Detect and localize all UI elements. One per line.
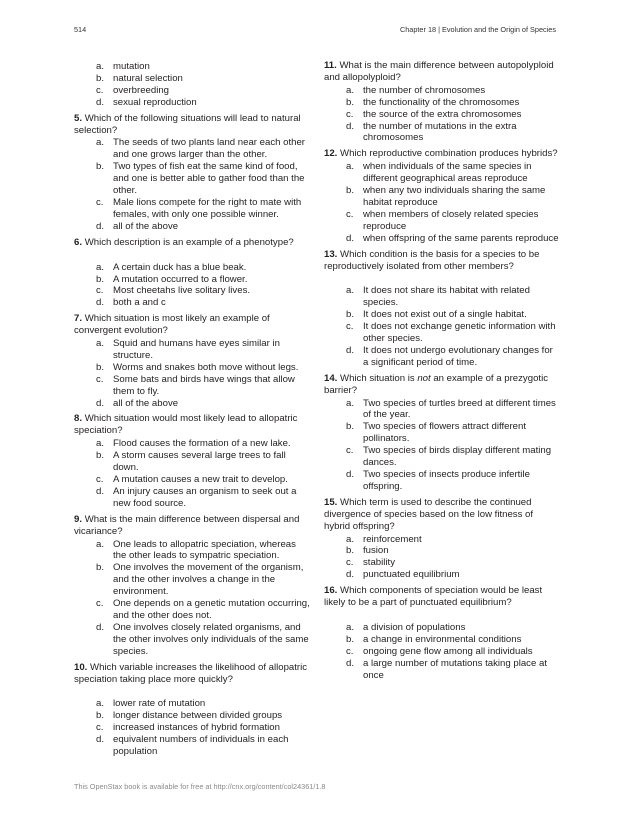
question-body: What is the main difference between dispersal and vicariance? <box>74 513 300 537</box>
option-text: A certain duck has a blue beak. <box>113 261 247 273</box>
answer-option <box>74 362 310 374</box>
option-text: It does not exchange genetic information with other species. <box>363 321 556 345</box>
option-letter: c. <box>346 557 354 569</box>
option-text: The seeds of two plants land near each other and one grows larger than the other. <box>113 137 305 161</box>
option-text: Two species of flowers attract different pollinators. <box>363 421 526 445</box>
answer-option <box>74 734 310 758</box>
answer-option <box>324 569 560 581</box>
option-letter: b. <box>96 273 105 285</box>
question-text <box>324 60 560 84</box>
answer-option <box>324 185 560 209</box>
footer-source-note: This OpenStax book is available for free at http://cnx.org/content/col24361/1.8 <box>74 782 326 791</box>
option-text: sexual reproduction <box>113 96 197 108</box>
answer-options <box>74 539 310 658</box>
option-letter: d. <box>346 657 355 669</box>
question-number: 13. <box>324 248 338 260</box>
question-number: 10. <box>74 661 88 673</box>
answer-option <box>324 109 560 121</box>
option-letter: b. <box>96 161 105 173</box>
question-number: 7. <box>74 313 83 325</box>
question-item <box>324 60 560 144</box>
answer-options <box>324 398 560 493</box>
answer-option <box>74 262 310 274</box>
answer-option <box>74 374 310 398</box>
question-item <box>74 237 310 310</box>
option-letter: b. <box>346 633 355 645</box>
answer-option <box>324 445 560 469</box>
option-letter: a. <box>346 161 355 173</box>
answer-option <box>74 438 310 450</box>
answer-options <box>74 698 310 758</box>
option-text: One involves the movement of the organism, and the other involves a change in the environment. <box>113 562 304 598</box>
answer-option <box>74 97 310 109</box>
question-text-part: Which situation is <box>340 372 418 384</box>
option-letter: c. <box>346 645 354 657</box>
option-text: One involves closely related organisms, and the other involves only individuals of the same species. <box>113 621 309 657</box>
answer-options <box>74 137 310 232</box>
option-text: stability <box>363 557 395 569</box>
question-text <box>74 413 310 437</box>
option-text: the functionality of the chromosomes <box>363 96 520 108</box>
option-text: A mutation causes a new trait to develop. <box>113 474 288 485</box>
option-text: ongoing gene flow among all individuals <box>363 645 533 657</box>
question-text <box>74 113 310 137</box>
question-text <box>324 373 560 397</box>
question-item <box>74 113 310 233</box>
option-text: punctuated equilibrium <box>363 569 460 581</box>
answer-options <box>74 262 310 310</box>
question-item <box>74 662 310 758</box>
option-letter: b. <box>96 562 105 574</box>
option-text: all of the above <box>113 397 179 409</box>
answer-option <box>74 539 310 563</box>
question-body: What is the main difference between autopolyploid and allopolyploid? <box>324 60 554 83</box>
option-letter: c. <box>96 285 104 297</box>
option-letter: d. <box>96 485 105 497</box>
option-text: Most cheetahs live solitary lives. <box>113 285 251 297</box>
answer-option <box>324 421 560 445</box>
option-letter: d. <box>96 621 105 633</box>
option-letter: b. <box>96 450 105 462</box>
option-letter: c. <box>96 722 104 734</box>
answer-option <box>324 85 560 97</box>
option-letter: c. <box>346 108 354 120</box>
answer-option <box>74 221 310 233</box>
option-letter: b. <box>96 361 105 373</box>
option-letter: b. <box>96 72 105 84</box>
question-number: 6. <box>74 236 83 248</box>
option-letter: c. <box>96 373 104 385</box>
question-text <box>324 148 560 160</box>
option-letter: a. <box>346 84 355 96</box>
answer-option <box>324 658 560 682</box>
option-text: mutation <box>113 61 150 72</box>
option-letter: a. <box>96 338 105 350</box>
option-letter: a. <box>96 61 105 72</box>
left-column <box>74 60 310 762</box>
question-number: 16. <box>324 585 338 597</box>
option-letter: b. <box>346 185 355 197</box>
question-number: 9. <box>74 513 83 525</box>
option-text: when members of closely related species reproduce <box>363 208 539 232</box>
answer-option <box>324 345 560 369</box>
answer-option <box>74 486 310 510</box>
question-body: Which situation is most likely an example of convergent evolution? <box>74 313 270 337</box>
answer-option <box>74 161 310 197</box>
answer-option <box>74 85 310 97</box>
option-text: the number of chromosomes <box>363 84 486 96</box>
option-letter: a. <box>96 261 105 273</box>
answer-option <box>74 698 310 710</box>
question-text-part: an example of a prezygotic barrier? <box>324 372 548 396</box>
option-text: both a and c <box>113 297 166 309</box>
option-letter: a. <box>96 538 105 550</box>
option-text: a large number of mutations taking place at once <box>363 657 547 681</box>
question-item <box>324 497 560 581</box>
option-text: It does not exist out of a single habitat. <box>363 309 527 321</box>
answer-option <box>324 557 560 569</box>
option-text: a change in environmental conditions <box>363 633 522 645</box>
answer-option <box>324 634 560 646</box>
question-number: 8. <box>74 413 83 425</box>
answer-option <box>324 209 560 233</box>
option-letter: a. <box>346 621 355 633</box>
answer-option <box>74 622 310 658</box>
answer-option <box>324 309 560 321</box>
answer-option <box>74 297 310 309</box>
question-body: Which description is an example of a phenotype? <box>84 236 294 248</box>
option-letter: b. <box>346 96 355 108</box>
option-text: A storm causes several large trees to fall down. <box>113 450 286 474</box>
option-letter: d. <box>346 120 355 132</box>
answer-option <box>74 562 310 598</box>
answer-option <box>74 338 310 362</box>
answer-option <box>74 474 310 486</box>
answer-option <box>324 321 560 345</box>
question-number: 12. <box>324 148 338 160</box>
option-text: natural selection <box>113 72 183 84</box>
option-letter: a. <box>96 438 105 450</box>
option-letter: b. <box>346 309 355 321</box>
answer-options <box>324 534 560 582</box>
answer-option <box>74 450 310 474</box>
answer-option <box>74 197 310 221</box>
answer-options <box>324 622 560 682</box>
option-text: It does not undergo evolutionary changes for a significant period of time. <box>363 344 553 368</box>
question-body: Which condition is the basis for a species to be reproductively isolated from other members? <box>324 248 540 272</box>
question-text <box>74 237 310 249</box>
option-text: the number of mutations in the extra chromosomes <box>363 120 517 144</box>
option-text: all of the above <box>113 220 179 232</box>
answer-option <box>324 534 560 546</box>
question-item <box>74 313 310 409</box>
option-letter: a. <box>346 533 355 545</box>
question-item <box>324 585 560 681</box>
option-text: One depends on a genetic mutation occurring, and the other does not. <box>113 598 310 621</box>
question-continued <box>74 61 310 109</box>
question-body: Which variable increases the likelihood of allopatric speciation taking place more quickly? <box>74 661 308 685</box>
option-letter: b. <box>346 545 355 557</box>
option-letter: c. <box>96 474 104 485</box>
option-text: when individuals of the same species in different geographical areas reproduce <box>363 161 532 185</box>
question-text <box>74 313 310 337</box>
answer-option <box>324 233 560 245</box>
option-text: increased instances of hybrid formation <box>113 722 280 734</box>
answer-option <box>74 710 310 722</box>
option-letter: a. <box>96 137 105 149</box>
option-letter: c. <box>96 598 104 610</box>
answer-option <box>324 97 560 109</box>
answer-option <box>74 722 310 734</box>
answer-option <box>324 285 560 309</box>
answer-options <box>74 438 310 509</box>
option-text: One leads to allopatric speciation, whereas the other leads to sympatric speciation. <box>113 538 296 562</box>
question-text <box>324 585 560 609</box>
option-text: A mutation occurred to a flower. <box>113 273 248 285</box>
option-letter: a. <box>96 698 105 710</box>
question-body: Which situation would most likely lead to allopatric speciation? <box>74 413 298 437</box>
option-letter: d. <box>346 344 355 356</box>
option-text: It does not share its habitat with related species. <box>363 285 530 309</box>
answer-options <box>324 285 560 368</box>
option-letter: c. <box>96 84 104 96</box>
answer-option <box>74 398 310 410</box>
option-text: longer distance between divided groups <box>113 710 283 722</box>
option-letter: b. <box>96 710 105 722</box>
option-letter: d. <box>96 734 105 746</box>
answer-option <box>74 61 310 73</box>
question-number: 11. <box>324 60 337 71</box>
question-emphasis: not <box>417 372 431 384</box>
question-number: 5. <box>74 112 83 124</box>
option-letter: d. <box>346 469 355 480</box>
answer-options <box>324 161 560 244</box>
answer-option <box>74 274 310 286</box>
option-letter: c. <box>346 445 354 457</box>
question-body: Which reproductive combination produces hybrids? <box>340 148 558 160</box>
chapter-header: Chapter 18 | Evolution and the Origin of Species <box>399 25 556 34</box>
question-text <box>324 249 560 273</box>
option-text: Worms and snakes both move without legs. <box>113 361 299 373</box>
option-text: An injury causes an organism to seek out a new food source. <box>113 485 297 509</box>
question-text <box>74 662 310 686</box>
option-letter: b. <box>346 421 355 433</box>
question-text <box>74 514 310 538</box>
question-body: Which of the following situations will lead to natural selection? <box>74 112 301 136</box>
answer-option <box>324 398 560 422</box>
option-letter: c. <box>96 196 104 208</box>
option-text: Two species of turtles breed at different times of the year. <box>363 397 556 421</box>
option-text: overbreeding <box>113 84 170 96</box>
option-text: a division of populations <box>363 621 466 633</box>
option-text: equivalent numbers of individuals in each population <box>113 734 289 758</box>
option-letter: c. <box>346 208 354 220</box>
option-text: Squid and humans have eyes similar in structure. <box>113 338 280 361</box>
question-number: 14. <box>324 372 338 384</box>
option-letter: d. <box>96 297 105 309</box>
answer-options <box>74 338 310 409</box>
answer-option <box>324 545 560 557</box>
question-text <box>324 497 560 533</box>
option-text: Some bats and birds have wings that allow them to fly. <box>113 373 295 397</box>
question-number: 15. <box>324 496 338 508</box>
option-text: Male lions compete for the right to mate with females, with only one possible winner. <box>113 196 302 220</box>
option-letter: a. <box>346 397 355 409</box>
question-item <box>74 413 310 509</box>
answer-options <box>324 85 560 145</box>
option-text: the source of the extra chromosomes <box>363 108 522 120</box>
answer-option <box>324 161 560 185</box>
option-text: when offspring of the same parents reproduce <box>363 232 559 244</box>
question-item <box>324 373 560 493</box>
right-column <box>324 60 560 686</box>
question-item <box>324 148 560 244</box>
answer-option <box>74 137 310 161</box>
option-text: Flood causes the formation of a new lake. <box>113 438 291 450</box>
answer-option <box>74 73 310 85</box>
answer-option <box>324 469 560 493</box>
option-letter: d. <box>346 569 355 581</box>
option-letter: d. <box>96 96 105 108</box>
answer-option <box>324 622 560 634</box>
option-text: Two species of birds display different mating dances. <box>363 445 552 469</box>
answer-option <box>74 598 310 622</box>
option-letter: d. <box>96 220 105 232</box>
option-text: Two species of insects produce infertile offspring. <box>363 469 530 492</box>
option-text: fusion <box>363 545 389 557</box>
answer-options <box>74 61 310 109</box>
option-letter: c. <box>346 321 354 333</box>
option-letter: a. <box>346 285 355 297</box>
option-text: reinforcement <box>363 533 422 545</box>
answer-option <box>324 121 560 145</box>
option-text: Two types of fish eat the same kind of food, and one is better able to gather food than the other. <box>113 161 305 197</box>
answer-option <box>74 285 310 297</box>
page-number: 514 <box>74 25 87 34</box>
question-body: Which term is used to describe the continued divergence of species based on the low fitness of hybrid offspring? <box>324 496 534 532</box>
question-body: Which components of speciation would be least likely to be a part of punctuated equilibrium? <box>324 585 543 609</box>
option-letter: d. <box>96 397 105 409</box>
option-text: when any two individuals sharing the same habitat reproduce <box>363 185 546 208</box>
question-item <box>74 514 310 658</box>
option-text: lower rate of mutation <box>113 698 206 710</box>
question-item <box>324 249 560 369</box>
option-letter: d. <box>346 232 355 244</box>
answer-option <box>324 646 560 658</box>
